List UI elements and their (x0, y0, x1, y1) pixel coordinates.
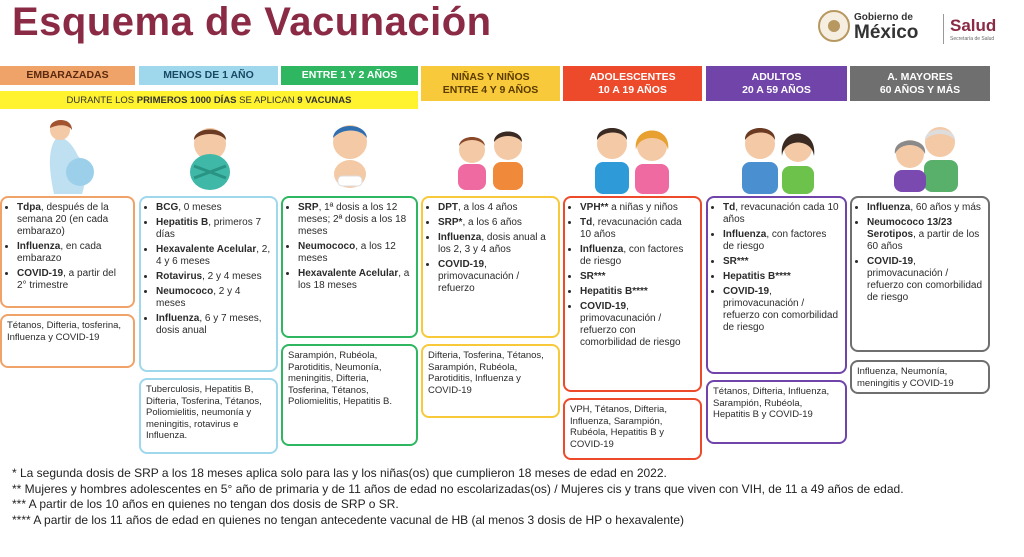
header-embarazadas-label: EMBARAZADAS (26, 69, 109, 81)
mil-dias-bold: PRIMEROS 1000 DÍAS (136, 94, 237, 106)
government-logos (818, 10, 1018, 48)
vaccine-item: • Hexavalente Acelular, a los 18 meses (298, 268, 411, 292)
vaccine-item: • Td, revacunación cada 10 años (580, 217, 695, 241)
header-ninos-line1: NIÑAS Y NIÑOS (451, 70, 530, 83)
vaccine-item: • Influenza, dosis anual a los 2, 3 y 4 años (438, 232, 553, 256)
gobierno-label: Gobierno de (854, 12, 913, 23)
box-embarazadas-protege (0, 314, 135, 368)
vaccine-item: • Hexavalente Acelular, 2, 4 y 6 meses (156, 244, 271, 268)
box-adultos-protege (706, 380, 847, 444)
vaccine-item: • COVID-19, primovacunación / refuerzo (438, 259, 553, 295)
vaccine-item: • COVID-19, a partir del 2° trimestre (17, 268, 128, 292)
national-seal-icon (818, 10, 850, 42)
header-menos-1-label: MENOS DE 1 AÑO (163, 69, 254, 81)
header-adultos-line1: ADULTOS (751, 70, 802, 83)
vaccine-item: • SRP*, a los 6 años (438, 217, 553, 229)
vaccine-item: • SRP, 1ª dosis a los 12 meses; 2ª dosis a los 18 meses (298, 202, 411, 238)
protege-text: VPH, Tétanos, Difteria, Influenza, Sarampión, Rubéola, Hepatitis B y COVID-19 (570, 404, 667, 450)
baby-icon (180, 122, 240, 192)
protege-text: Tétanos, Difteria, tosferina, Influenza y COVID-19 (7, 320, 122, 343)
protege-text: Tétanos, Difteria, Influenza, Sarampión, Rubéola, Hepatitis B y COVID-19 (713, 386, 830, 420)
protege-text: Sarampión, Rubéola, Parotiditis, Neumonía, meningitis, Difteria, Tosferina, Tétanos, Poliomielitis, Hepatitis B. (288, 350, 393, 407)
mil-dias-post: SE APLICAN (236, 94, 298, 106)
vaccine-item: • SR*** (580, 271, 695, 283)
vaccine-item: • Neumococo, 2 y 4 meses (156, 286, 271, 310)
vaccine-item: • Influenza, con factores de riesgo (580, 244, 695, 268)
protege-text: Difteria, Tosferina, Tétanos, Sarampión, Rubéola, Parotiditis, Influenza y COVID-19 (428, 350, 544, 396)
children-icon (442, 120, 538, 192)
box-menos-1-protege (139, 378, 278, 454)
vaccine-item: • VPH** a niñas y niños (580, 202, 695, 214)
box-menos-1-vacunas (139, 196, 278, 372)
header-adolescentes-line1: ADOLESCENTES (589, 70, 676, 83)
vaccine-item: • Hepatitis B**** (580, 286, 695, 298)
vaccine-item: • COVID-19, primovacunación / refuerzo con comorbilidad de riesgo (580, 301, 695, 349)
box-adolescentes-vacunas (563, 196, 702, 392)
vaccine-item: • Hepatitis B**** (723, 271, 840, 283)
protege-text: Tuberculosis, Hepatitis B, Difteria, Tosferina, Tétanos, Poliomielitis, neumonía y meningitis, rotavirus e Influenza. (146, 384, 262, 441)
box-mayores-vacunas (850, 196, 990, 352)
salud-label: Salud (950, 16, 997, 35)
header-1000-dias (0, 91, 418, 109)
vaccine-item: • BCG, 0 meses (156, 202, 271, 214)
protege-text: Influenza, Neumonía, meningitis y COVID-19 (857, 366, 954, 389)
box-adolescentes-protege (563, 398, 702, 460)
logo-divider (943, 14, 944, 44)
header-entre-1-2 (281, 66, 418, 85)
header-mayores-line1: A. MAYORES (887, 70, 953, 83)
header-adultos-line2: 20 A 59 AÑOS (742, 83, 811, 96)
box-adultos-vacunas (706, 196, 847, 374)
header-embarazadas (0, 66, 135, 85)
toddler-icon (322, 120, 378, 192)
header-mayores-line2: 60 AÑOS Y MÁS (879, 83, 961, 96)
adults-icon (728, 116, 828, 194)
footnote: ** Mujeres y hombres adolescentes en 5° año de primaria y de 11 años de edad no escolarizadas(os) / Mujeres cis y trans que viven con VIH, de 11 a 49 años de edad. (12, 481, 904, 496)
header-adolescentes-line2: 10 A 19 AÑOS (598, 83, 667, 96)
mexico-label: México (854, 22, 919, 43)
vaccine-item: • Influenza, 6 y 7 meses, dosis anual (156, 313, 271, 337)
vaccine-item: • Hepatitis B, primeros 7 días (156, 217, 271, 241)
box-embarazadas-vacunas (0, 196, 135, 308)
footnote: *** A partir de los 10 años en quienes no tengan dos dosis de SRP o SR. (12, 497, 399, 511)
header-ninos (421, 66, 560, 101)
header-entre-1-2-label: ENTRE 1 Y 2 AÑOS (301, 69, 398, 81)
mil-dias-pre: DURANTE LOS (66, 94, 137, 106)
footnote: * La segunda dosis de SRP a los 18 meses aplica solo para las y los niñas(os) que cumplieron 18 meses de edad en 2022. (12, 466, 667, 480)
vaccine-item: • COVID-19, primovacunación / refuerzo con comorbilidad de riesgo (723, 286, 840, 334)
salud-sublabel: Secretaría de Salud (950, 36, 995, 42)
page-title: Esquema de Vacunación (12, 0, 492, 44)
header-adolescentes (563, 66, 702, 101)
header-ninos-line2: ENTRE 4 Y 9 AÑOS (442, 83, 539, 96)
header-mayores (850, 66, 990, 101)
header-adultos (706, 66, 847, 101)
vaccine-item: • Influenza, con factores de riesgo (723, 229, 840, 253)
vaccine-item: • Influenza, en cada embarazo (17, 241, 128, 265)
vaccine-item: • SR*** (723, 256, 840, 268)
box-ninos-vacunas (421, 196, 560, 338)
box-entre-1-2-vacunas (281, 196, 418, 338)
mil-dias-bold2: 9 VACUNAS (297, 94, 352, 106)
vaccine-item: • Rotavirus, 2 y 4 meses (156, 271, 271, 283)
footnotes (12, 466, 1012, 528)
box-mayores-protege (850, 360, 990, 394)
footnote: **** A partir de los 11 años de edad en quienes no tengan antecedente vacunal de HB (al menos 3 dosis de HP o hexavalente) (12, 512, 685, 527)
box-entre-1-2-protege (281, 344, 418, 446)
vaccine-item: • Neumococo 13/23 Serotipos, a partir de los 60 años (867, 217, 983, 253)
vaccine-item: • Neumococo, a los 12 meses (298, 241, 411, 265)
vaccine-item: • Influenza, 60 años y más (867, 202, 983, 214)
pregnant-woman-icon (30, 116, 100, 196)
vaccine-item: • Tdpa, después de la semana 20 (en cada embarazo) (17, 202, 128, 238)
elderly-icon (876, 118, 976, 194)
vaccine-item: • Td, revacunación cada 10 años (723, 202, 840, 226)
header-menos-1 (139, 66, 278, 85)
teenagers-icon (582, 116, 682, 194)
vaccine-item: • DPT, a los 4 años (438, 202, 553, 214)
box-ninos-protege (421, 344, 560, 418)
vaccine-item: • COVID-19, primovacunación / refuerzo con comorbilidad de riesgo (867, 256, 983, 304)
